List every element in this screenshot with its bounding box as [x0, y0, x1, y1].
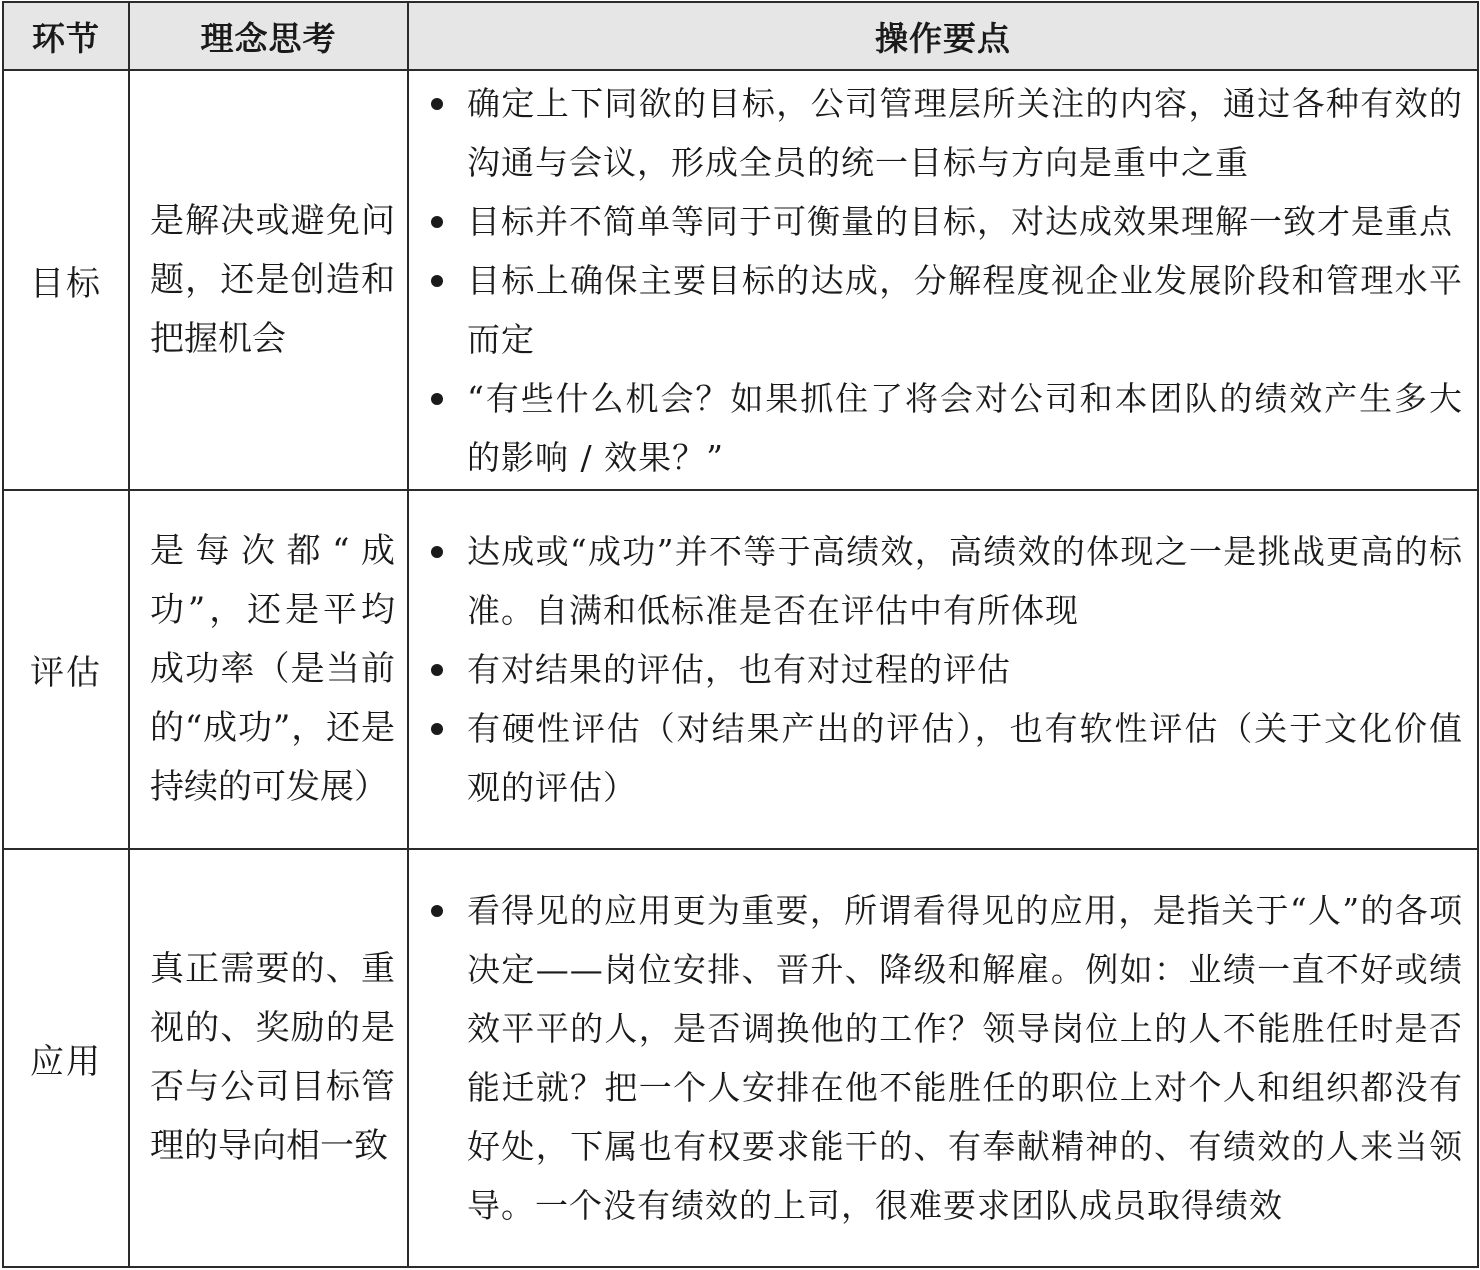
- points-list: [425, 522, 1463, 817]
- table-row-goal: [3, 70, 1478, 490]
- header-points: 操作要点: [408, 2, 1478, 70]
- bullet-icon: [431, 275, 443, 287]
- concept-cell: 是每次都“成功”，还是平均成功率（是当前的“成功”，还是持续的可发展）: [129, 490, 408, 849]
- point-item: [425, 699, 1463, 817]
- point-item: [425, 640, 1463, 699]
- points-cell: [408, 849, 1478, 1267]
- point-text: 有硬性评估（对结果产出的评估），也有软性评估（关于文化价值观的评估）: [467, 709, 1463, 807]
- bullet-icon: [431, 393, 443, 405]
- bullet-icon: [431, 216, 443, 228]
- bullet-icon: [431, 98, 443, 110]
- point-text: 有对结果的评估，也有对过程的评估: [467, 650, 1011, 689]
- point-item: [425, 881, 1463, 1235]
- point-text: 看得见的应用更为重要，所谓看得见的应用，是指关于“人”的各项决定——岗位安排、晋升、降级和解雇。例如：业绩一直不好或绩效平平的人，是否调换他的工作？领导岗位上的人不能胜任时是否能迁就？把一个人安排在他不能胜任的职位上对个人和组织都没有好处，下属也有权要求能干的、有奉献精神的、有绩效的人来当领导。一个没有绩效的上司，很难要求团队成员取得绩效: [467, 891, 1463, 1225]
- bullet-icon: [431, 905, 443, 917]
- bullet-icon: [431, 546, 443, 558]
- table-row-evaluation: [3, 490, 1478, 849]
- header-concept: 理念思考: [129, 2, 408, 70]
- stage-cell: 目标: [3, 70, 129, 490]
- points-cell: [408, 490, 1478, 849]
- points-list: [425, 74, 1463, 487]
- point-item: [425, 192, 1463, 251]
- point-item: [425, 74, 1463, 192]
- point-text: 确定上下同欲的目标，公司管理层所关注的内容，通过各种有效的沟通与会议，形成全员的统一目标与方向是重中之重: [467, 83, 1463, 182]
- management-table: [2, 1, 1479, 1268]
- point-item: [425, 251, 1463, 369]
- point-item: [425, 522, 1463, 640]
- points-list: [425, 881, 1463, 1235]
- concept-cell: 是解决或避免问题，还是创造和把握机会: [129, 70, 408, 490]
- point-text: 目标上确保主要目标的达成，分解程度视企业发展阶段和管理水平而定: [467, 260, 1463, 359]
- header-row: [3, 2, 1478, 70]
- concept-cell: 真正需要的、重视的、奖励的是否与公司目标管理的导向相一致: [129, 849, 408, 1267]
- point-item: [425, 369, 1463, 487]
- point-text: 目标并不简单等同于可衡量的目标，对达成效果理解一致才是重点: [467, 201, 1453, 241]
- bullet-icon: [431, 664, 443, 676]
- points-cell: [408, 70, 1478, 490]
- stage-cell: 评估: [3, 490, 129, 849]
- point-text: 达成或“成功”并不等于高绩效，高绩效的体现之一是挑战更高的标准。自满和低标准是否在评估中有所体现: [467, 532, 1463, 630]
- stage-cell: 应用: [3, 849, 129, 1267]
- table-row-application: [3, 849, 1478, 1267]
- point-text: “有些什么机会？如果抓住了将会对公司和本团队的绩效产生多大的影响 / 效果？”: [467, 378, 1463, 477]
- header-stage: 环节: [3, 2, 129, 70]
- bullet-icon: [431, 723, 443, 735]
